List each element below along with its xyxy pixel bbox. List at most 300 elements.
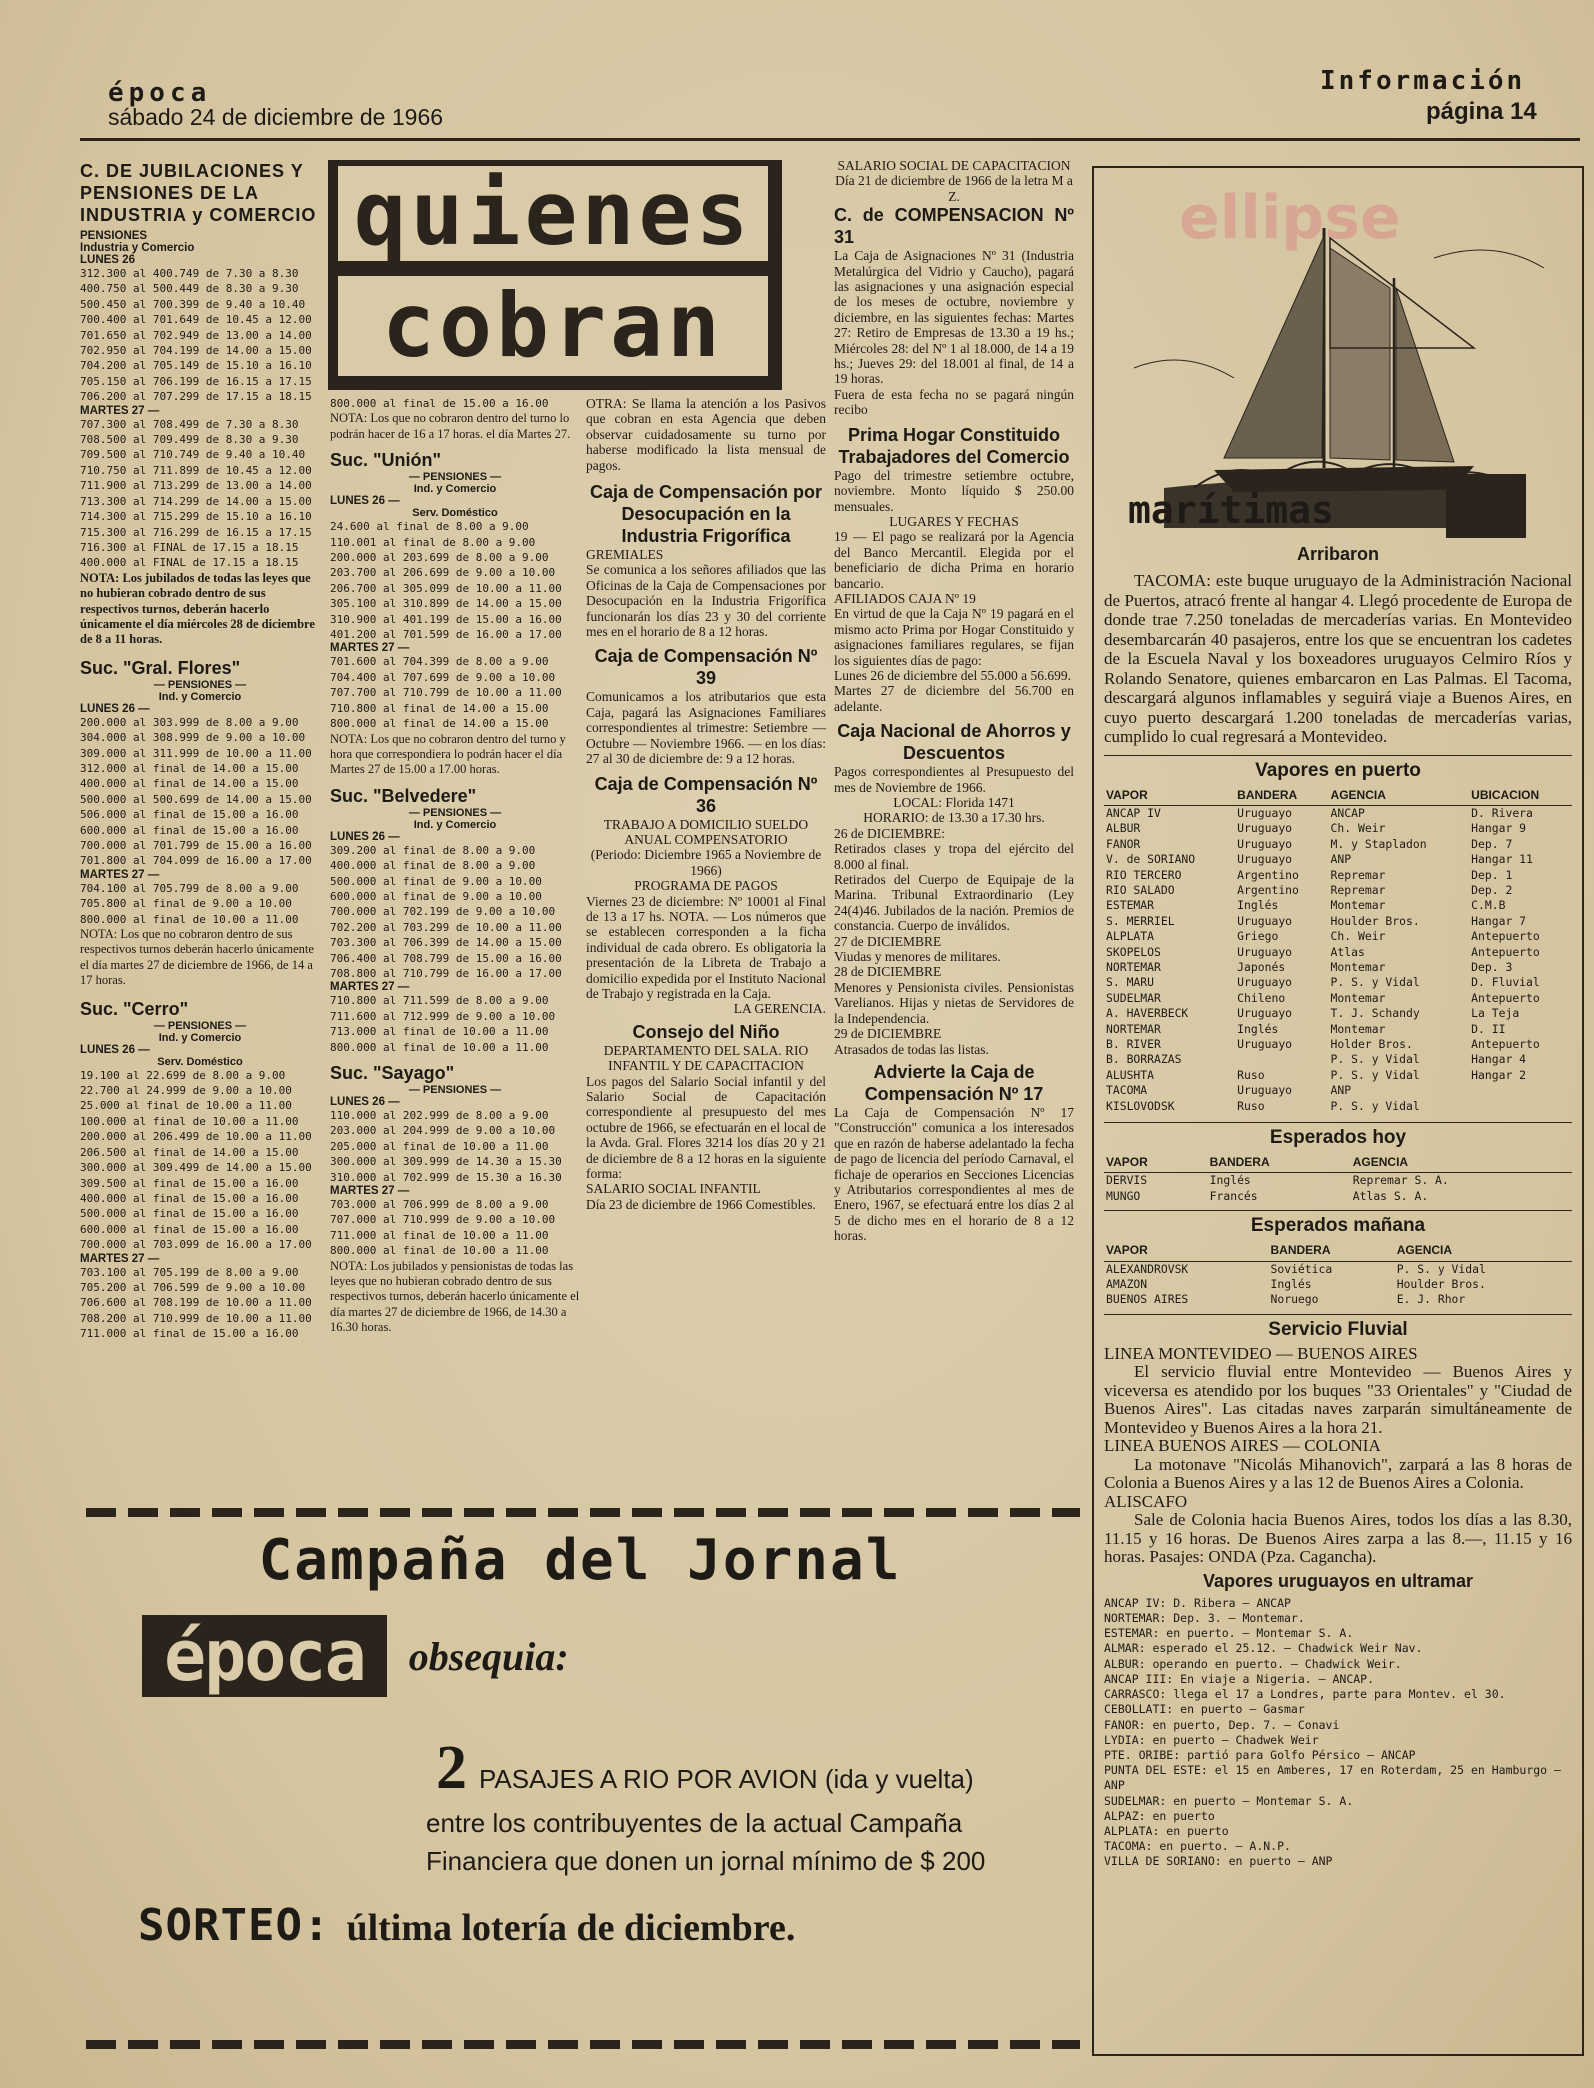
column-salario-compensacion [834,158,1074,1244]
table-cell: Houlder Bros. [1396,1277,1486,1292]
table-cell: Hangar 4 [1471,1052,1527,1067]
masthead-rule [80,138,1580,141]
schedule-row: 715.300 al 716.299 de 16.15 a 17.15 [80,525,312,539]
table-row [1104,1173,1572,1189]
article-paragraph: Martes 27 de diciembre del 56.700 en adelante. [834,683,1074,714]
article-paragraph: Viernes 23 de diciembre: Nº 10001 al Final de 13 a 17 hs. NOTA. — Los números que se establecen corresponden a la ficha individual de cada obrero. Es obligatoria la presentación de la Libreta de Trabajo a domicilio expedida por el Instituto Nacional de Trabajo y registrada en la Caja. [586,893,826,1001]
schedule-row: 704.200 al 705.149 de 15.10 a 16.10 [80,359,312,373]
schedule-row: 506.000 al final de 15.00 a 16.00 [80,808,299,822]
table-cell: P. S. y Vidal [1330,1067,1420,1082]
table-cell: Uruguayo [1237,836,1293,851]
schedule-row: 205.000 al final de 10.00 a 11.00 [330,1139,549,1153]
route-heading: LINEA MONTEVIDEO — BUENOS AIRES [1104,1343,1418,1363]
schedule-row: 706.600 al 708.199 de 10.00 a 11.00 [80,1296,312,1310]
jubilaciones-headline: C. DE JUBILACIONES Y PENSIONES DE LA INDUSTRIA y COMERCIO [80,161,317,225]
branch-heading: Suc. "Sayago" [330,1063,455,1083]
payment-schedule-list [330,1108,580,1185]
table-cell: B. BORRAZAS [1106,1052,1182,1067]
table-cell: Argentino [1237,882,1299,897]
schedule-row: ANCAP IV: D. Ribera — ANCAP [1104,1595,1291,1610]
table-cell: Hangar 7 [1471,913,1527,928]
table-row [1104,852,1572,867]
table-cell: C.M.B [1471,898,1506,913]
table-cell: ANP [1330,852,1352,867]
section-label: — PENSIONES — [153,1019,247,1032]
column-header: AGENCIA [1329,786,1470,806]
table-cell: Atlas [1330,944,1365,959]
schedule-row: 206.700 al 305.099 de 10.00 a 11.00 [330,581,562,595]
schedule-row: 200.000 al 303.999 de 8.00 a 9.00 [80,715,299,729]
table-cell: Antepuerto [1471,929,1540,944]
schedule-row: 305.100 al 310.899 de 14.00 a 15.00 [330,597,562,611]
schedule-row: 401.200 al 701.599 de 16.00 a 17.00 [330,628,562,642]
article-paragraph: 19 — El pago se realizará por la Agencia del Banco Mercantil. Elegida por el beneficiario de dicha Prima en horario bancario. [834,529,1074,591]
epoca-logo: época [142,1615,387,1697]
ultramar-heading: Vapores uruguayos en ultramar [1202,1570,1474,1591]
day-label: LUNES 26 — [330,495,400,508]
table-cell: BUENOS AIRES [1106,1292,1189,1307]
table-cell: Francés [1209,1188,1258,1203]
day-label: LUNES 26 — [330,1096,400,1108]
schedule-row: 600.000 al final de 15.00 a 16.00 [80,1222,299,1236]
payment-schedule-list [330,1197,580,1259]
table-cell: B. RIVER [1106,1037,1161,1051]
schedule-row: 309.200 al final de 8.00 a 9.00 [330,843,536,857]
table-cell: Griego [1237,929,1279,944]
day-label: MARTES 27 — [330,981,410,994]
schedule-row: 716.300 al FINAL de 17.15 a 18.15 [80,540,299,554]
payment-schedule-list [330,396,580,411]
schedule-row: 702.950 al 704.199 de 14.00 a 15.00 [80,344,312,358]
schedule-row: 713.000 al final de 10.00 a 11.00 [330,1025,549,1039]
table-row [1104,1052,1572,1067]
article-paragraph: Se comunica a los señores afiliados que las Oficinas de la Caja de Compensaciones por Desocupación en la Industria Frigorífica funcionarán los días 23 y 30 del corriente mes en el horario de 8 a 12 horas. [586,562,826,640]
schedule-row: 703.100 al 705.199 de 8.00 a 9.00 [80,1265,299,1279]
nota-paragraph: NOTA: Los jubilados y pensionistas de todas las leyes que no hubieran cobrado dentro de sus respectivos turnos, deberán hacerlo únicamente el día martes 27 de diciembre de 1966, de 14.30 a 16.30 horas. [330,1258,580,1335]
svg-text:ellipse: ellipse [1179,183,1401,253]
table-cell: S. MERRIEL [1106,913,1175,928]
day-label: MARTES 27 — [80,868,160,881]
schedule-row: CARRASCO: llega el 17 a Londres, parte para Montev. el 30. [1104,1687,1506,1702]
table-row [1104,1037,1572,1052]
masthead-page-number: página 14 [1426,98,1537,125]
esperados-manana-table [1104,1241,1572,1308]
schedule-row: 707.700 al 710.799 de 10.00 a 11.00 [330,686,562,700]
route-paragraph: Sale de Colonia hacia Buenos Aires, todos los días a las 8.30, 11.15 y 16 horas. De Buenos Aires zarpa a las 8.—, 11.15 y 16 horas. Pasajes: ONDA (Pza. Cagancha). [1104,1510,1572,1567]
branch-heading: Suc. "Cerro" [80,998,189,1019]
esperados-hoy-table [1104,1153,1572,1204]
article-paragraph: LOCAL: Florida 1471 [893,795,1015,810]
schedule-row: ANCAP III: En viaje a Nigeria. — ANCAP. [1104,1671,1375,1686]
table-cell: ESTEMAR [1106,898,1155,913]
nota-paragraph: NOTA: Los que no cobraron dentro del turno lo podrán hacer de 16 a 17 horas. el día Martes 27. [330,411,571,441]
schedule-row: 714.300 al 715.299 de 15.10 a 16.10 [80,510,312,524]
schedule-row: 708.200 al 710.999 de 10.00 a 11.00 [80,1311,312,1325]
branch-heading: Suc. "Belvedere" [330,785,477,806]
table-row [1104,1006,1572,1021]
esperados-hoy-heading: Esperados hoy [1104,1122,1572,1153]
schedule-row: 711.900 al 713.299 de 13.00 a 14.00 [80,479,312,493]
schedule-row: 705.800 al final de 9.00 a 10.00 [80,897,292,911]
table-cell: Chileno [1237,990,1286,1005]
article-paragraph: Atrasados de todas las listas. [834,1041,989,1057]
ad-obsequia: obsequia: [408,1633,569,1679]
schedule-row: ALMAR: esperado el 25.12. — Chadwick Weir Nav. [1104,1641,1423,1656]
section-label: — PENSIONES — [408,1084,502,1096]
article-paragraph: Los pagos del Salario Social infantil y del Salario Social de Capacitación correspondiente al presupuesto del mes octubre de 1966, se efectuarán en el local de la Avda. Gral. Flores 3214 los días 20 y 21 de diciembre de 8 a 12 horas en la siguiente forma: [586,1073,826,1182]
schedule-row: PUNTA DEL ESTE: el 15 en Amberes, 17 en Roterdam, 25 en Hamburgo — ANP [1104,1763,1561,1793]
table-row [1104,1261,1572,1277]
campana-ad [80,1528,1080,1951]
schedule-row: ALBUR: operando en puerto. — Chadwick Weir. [1104,1656,1402,1671]
day-label: MARTES 27 — [80,1252,160,1265]
table-row [1104,975,1572,990]
article-paragraph: Día 21 de diciembre de 1966 de la letra M a Z. [835,173,1073,204]
table-cell: Inglés [1270,1277,1312,1292]
schedule-row: 703.300 al 706.399 de 14.00 a 15.00 [330,936,562,950]
table-cell: Montemar [1330,990,1386,1005]
payment-schedule-list [330,654,580,731]
schedule-row: 707.300 al 708.499 de 7.30 a 8.30 [80,417,299,431]
table-cell: ANCAP [1330,805,1365,820]
section-label: — PENSIONES — [408,806,502,819]
article-subhead: DEPARTAMENTO DEL SALA. RIO INFANTIL Y DE CAPACITACION [603,1042,809,1074]
arribaron-paragraph: TACOMA: este buque uruguayo de la Administración Nacional de Puertos, atracó frente al hangar 4. Llegó procedente de Europa de donde trae 7.250 toneladas de mercaderías varias. En Montevideo desembarcarán 40 pasajeros, entre los que se encuentran los cadetes de la Escuela Naval y los boxeadores uruguayos Celmiro Ríos y Rolando Senatore, quienes embarcaron en Las Palmas. El Tacoma, descargará algunos inflamables y seguirá viaje a Buenos Aires, en cuyo puerto descargará 1.200 toneladas de mercaderías varias, cumplido lo cual regresará a Montevideo. [1104,571,1572,746]
schedule-row: 800.000 al final de 15.00 a 16.00 [330,397,549,410]
table-cell: Uruguayo [1237,1037,1293,1051]
article-subhead: TRABAJO A DOMICILIO SUELDO ANUAL COMPENSATORIO [603,816,809,847]
schedule-row: ALPAZ: en puerto [1104,1808,1215,1823]
article-paragraph: Fuera de esta fecha no se pagará ningún recibo [834,386,1074,418]
column-header: VAPOR [1104,786,1235,806]
table-cell: Argentino [1237,867,1299,882]
payment-schedule-list [80,1265,320,1342]
schedule-row: 22.700 al 24.999 de 9.00 a 10.00 [80,1084,292,1098]
black-block [1446,474,1526,538]
day-label: MARTES 27 — [80,404,160,417]
table-cell: ANCAP IV [1106,805,1161,820]
masthead-date: sábado 24 de diciembre de 1966 [108,104,444,130]
schedule-row: 25.000 al final de 10.00 a 11.00 [80,1099,292,1113]
schedule-row: 711.600 al 712.999 de 9.00 a 10.00 [330,1009,556,1023]
table-row [1104,883,1572,898]
column-header: BANDERA [1269,1241,1395,1261]
table-cell: NORTEMAR [1106,959,1161,974]
table-cell: SKOPELOS [1106,944,1161,959]
column-header: UBICACION [1469,786,1572,806]
ad-sorteo-label: SORTEO: [138,1900,331,1951]
schedule-row: 704.400 al 707.699 de 9.00 a 10.00 [330,670,556,684]
schedule-row: 206.500 al final de 14.00 a 15.00 [80,1145,299,1159]
article-subhead: PROGRAMA DE PAGOS [634,878,778,894]
article-paragraph: Día 23 de diciembre de 1966 Comestibles. [586,1196,816,1212]
article-heading: Prima Hogar Constituido Trabajadores del Comercio [838,424,1070,467]
article-heading: Advierte la Caja de Compensación Nº 17 [864,1061,1044,1104]
section-label: — PENSIONES — [153,678,247,691]
table-cell: Ruso [1237,1098,1265,1113]
schedule-row: 200.000 al 203.699 de 8.00 a 9.00 [330,551,549,565]
article-subhead: 27 de DICIEMBRE [834,933,942,949]
table-cell: RIO TERCERO [1106,867,1182,882]
payment-schedule-list [80,715,320,869]
article-heading: Caja de Compensación por Desocupación en la Industria Frigorífica [589,482,823,547]
table-cell: Ch. Weir [1330,929,1386,944]
table-row [1104,929,1572,944]
column-header: VAPOR [1104,1153,1208,1173]
schedule-row: 709.500 al 710.749 de 9.40 a 10.40 [80,448,306,462]
article-subhead: SALARIO SOCIAL INFANTIL [586,1181,761,1197]
table-cell: P. S. y Vidal [1396,1261,1486,1276]
ultramar-list [1104,1596,1572,1870]
table-cell [1469,1099,1572,1114]
schedule-row: 701.800 al 704.099 de 16.00 a 17.00 [80,854,312,868]
column-union-belvedere-sayago [330,396,580,1336]
table-row [1104,1083,1572,1098]
schedule-row: 708.800 al 710.799 de 16.00 a 17.00 [330,966,562,980]
banner-word-cobran: cobran [338,276,768,376]
table-cell: La Teja [1471,1006,1520,1021]
table-row [1104,1099,1572,1114]
schedule-row: ESTEMAR: en puerto. — Montemar S. A. [1104,1626,1354,1641]
schedule-row: 500.000 al final de 9.00 a 10.00 [330,874,542,888]
table-row [1104,805,1572,821]
table-cell: Uruguayo [1237,805,1293,820]
table-cell [1469,1083,1572,1098]
table-cell: FANOR [1106,836,1141,851]
servicio-fluvial-heading: Servicio Fluvial [1104,1314,1572,1345]
table-row [1104,1292,1572,1307]
table-cell: D. Fluvial [1471,975,1540,990]
table-cell: M. y Stapladon [1330,836,1427,851]
article-heading: C. de COMPENSACION Nº 31 [834,205,1074,248]
article-paragraph: La Caja de Compensación Nº 17 "Construcción" comunica a los interesados que en razón de haberse adelantado la fecha de pago de licencia del período Carnaval, el fichaje de operarios en Secciones Licencias y Atributarios correspondientes al mes de Enero, 1967, se efectuará entre los días 2 al 5 de dicho mes en el horario de 8 a 12 horas. [834,1104,1074,1244]
day-label: MARTES 27 — [330,1185,410,1198]
schedule-row: ALPLATA: en puerto [1104,1823,1229,1838]
article-paragraph: Viudas y menores de militares. [834,949,1001,965]
schedule-row: 800.000 al final de 10.00 a 11.00 [80,912,299,926]
table-row [1104,960,1572,975]
schedule-row: 300.000 al 309.999 de 14.30 a 15.30 [330,1155,562,1169]
section-label: Ind. y Comercio [413,483,497,496]
table-cell: Atlas S. A. [1352,1188,1429,1203]
schedule-row: 203.700 al 206.699 de 9.00 a 10.00 [330,566,556,580]
section-label: PENSIONES [80,230,148,242]
table-cell: Soviética [1270,1261,1333,1276]
payment-schedule-list [330,993,580,1055]
table-cell: ALPLATA [1106,929,1155,944]
schedule-row: 705.200 al 706.599 de 9.00 a 10.00 [80,1280,306,1294]
schedule-row: 700.000 al 702.199 de 9.00 a 10.00 [330,905,556,919]
schedule-row: VILLA DE SORIANO: en puerto — ANP [1104,1854,1333,1869]
article-subhead: SALARIO SOCIAL DE CAPACITACION [837,158,1071,173]
schedule-row: 309.000 al 311.999 de 10.00 a 11.00 [80,746,312,760]
schedule-row: 701.600 al 704.399 de 8.00 a 9.00 [330,655,549,669]
table-cell: D. Rivera [1471,805,1533,820]
table-header-row [1104,1153,1572,1173]
table-row [1104,914,1572,929]
table-cell [1235,1052,1328,1067]
esperados-manana-heading: Esperados mañana [1104,1210,1572,1241]
section-label: — PENSIONES — [408,471,502,484]
article-subhead: LUGARES Y FECHAS [889,513,1019,529]
maritimas-panel [1092,166,1584,2056]
payment-schedule-list [80,417,320,571]
schedule-row: 711.000 al final de 10.00 a 11.00 [330,1228,549,1242]
table-cell: RIO SALADO [1106,882,1175,897]
table-cell: Montemar [1330,959,1386,974]
table-cell: KISLOVODSK [1106,1098,1175,1113]
schedule-row: 706.400 al 708.799 de 15.00 a 16.00 [330,951,562,965]
vapores-puerto-heading: Vapores en puerto [1104,755,1572,786]
table-cell: Antepuerto [1471,944,1540,959]
table-cell: Hangar 9 [1471,821,1527,836]
schedule-row: LYDIA: en puerto — Chadwek Weir [1104,1732,1319,1747]
article-paragraph: En virtud de que la Caja Nº 19 pagará en el mismo acto Prima por Hogar Constituido y asignaciones familiares regulares, se fijan los siguientes días de pago: [834,606,1074,668]
schedule-row: 710.750 al 711.899 de 10.45 a 12.00 [80,463,312,477]
schedule-row: 702.200 al 703.299 de 10.00 a 11.00 [330,920,562,934]
signature-line: LA GERENCIA. [733,1001,826,1017]
schedule-row: 500.450 al 700.399 de 9.40 a 10.40 [80,297,306,311]
schedule-row: 200.000 al 206.499 de 10.00 a 11.00 [80,1130,312,1144]
table-cell: ALEXANDROVSK [1106,1261,1189,1276]
table-cell: P. S. y Vidal [1330,1052,1420,1067]
schedule-row: 711.000 al final de 15.00 a 16.00 [80,1327,299,1341]
schedule-row: 700.000 al 701.799 de 15.00 a 16.00 [80,839,312,852]
article-heading: Caja Nacional de Ahorros y Descuentos [837,721,1071,764]
schedule-row: 110.000 al 202.999 de 8.00 a 9.00 [330,1109,549,1122]
column-header: BANDERA [1208,1153,1351,1173]
article-paragraph: Retirados clases y tropa del ejército del 8.000 al final. [834,841,1074,872]
column-compensacion [586,396,826,1212]
table-cell: Japonés [1237,959,1286,974]
schedule-row: 710.800 al final de 14.00 a 15.00 [330,701,549,715]
table-cell: Uruguayo [1237,944,1293,959]
table-cell: P. S. y Vidal [1330,1098,1420,1113]
schedule-row: 703.000 al 706.999 de 8.00 a 9.00 [330,1198,549,1212]
schedule-row: 304.000 al 308.999 de 9.00 a 10.00 [80,731,306,745]
day-label: LUNES 26 — [80,702,150,715]
schedule-row: 312.300 al 400.749 de 7.30 a 8.30 [80,267,299,280]
ad-sorteo-text: última lotería de diciembre. [346,1907,796,1949]
schedule-row: 309.500 al final de 15.00 a 16.00 [80,1176,299,1190]
table-cell: D. II [1471,1021,1506,1036]
column-jubilaciones [80,160,320,1342]
branch-heading: Suc. "Gral. Flores" [80,657,241,678]
nota-paragraph: NOTA: Los jubilados de todas las leyes que no hubieran cobrado dentro de sus respectivos turnos, deberán hacerlo únicamente el día miércoles 28 de diciembre de 8 a 11 horas. [80,570,315,647]
table-cell: AMAZON [1106,1277,1148,1292]
table-cell: Inglés [1237,1021,1279,1036]
schedule-row: 300.000 al 309.499 de 14.00 a 15.00 [80,1161,312,1175]
dashed-divider [86,1508,1080,1517]
schedule-row: 700.000 al 703.099 de 16.00 a 17.00 [80,1238,312,1252]
day-label: LUNES 26 — [80,1043,150,1056]
table-row [1104,837,1572,852]
schedule-row: 110.001 al final de 8.00 a 9.00 [330,535,536,549]
article-subhead: (Periodo: Diciembre 1965 a Noviembre de 1966) [590,847,822,878]
schedule-row: 203.000 al 204.999 de 9.00 a 10.00 [330,1124,556,1138]
table-cell: Uruguayo [1237,1006,1293,1021]
table-cell: Repremar [1330,867,1386,882]
section-label: Ind. y Comercio [158,690,242,703]
schedule-row: 400.000 al final de 8.00 a 9.00 [330,859,536,873]
dashed-divider [86,2040,1080,2049]
schedule-row: SUDELMAR: en puerto — Montemar S. A. [1104,1793,1354,1808]
route-heading: LINEA BUENOS AIRES — COLONIA [1104,1436,1381,1456]
article-paragraph: HORARIO: de 13.30 a 17.30 hrs. [863,810,1045,826]
article-subhead: GREMIALES [586,547,664,563]
table-cell: Dep. 2 [1471,882,1513,897]
section-label: Ind. y Comercio [413,818,497,831]
table-cell: Ruso [1237,1067,1265,1082]
section-label: Industria y Comercio [80,242,195,254]
masthead-section: Información [1320,66,1526,96]
article-paragraph: La Caja de Asignaciones Nº 31 (Industria Metalúrgica del Vidrio y Caucho), pagará las asignaciones y una asignación especial de los meses de octubre, noviembre y diciembre, en las siguientes fechas: Martes 27: Retiro de Empresas de 13.30 a 19 hs.; Miércoles 28: del Nº 1 al 18.000, de 14 a 19 hs.; Jueves 29: del 18.001 al final, de 14 a 19 horas. [834,248,1074,387]
schedule-row: 400.000 al final de 15.00 a 16.00 [80,1191,299,1205]
route-paragraph: El servicio fluvial entre Montevideo — Buenos Aires y viceversa es atendido por los buques "33 Orientales" y "Ciudad de Buenos Aires". Las citadas naves zarparán simultáneamente de Montevideo y Buenos Aires a la hora 21. [1104,1362,1572,1437]
table-cell: Antepuerto [1471,1037,1540,1051]
table-cell: P. S. y Vidal [1330,975,1420,990]
table-row [1104,821,1572,836]
table-row [1104,898,1572,913]
table-row [1104,1189,1572,1204]
quienes-cobran-banner [328,160,782,390]
schedule-row: 500.000 al final de 15.00 a 16.00 [80,1207,299,1221]
schedule-row: 713.300 al 714.299 de 14.00 a 15.00 [80,494,312,508]
table-row [1104,1068,1572,1083]
schedule-row: 500.000 al 500.699 de 14.00 a 15.00 [80,792,312,806]
article-paragraph: Comunicamos a los atributarios que esta Caja, pagará las Asignaciones Familiares correspondientes al trimestre: Setiembre — Octubre — Noviembre 1966. — en los días: 27 al 30 de diciembre de: 9 a 12 horas. [586,689,826,767]
schedule-row: 310.000 al 702.999 de 15.30 a 16.30 [330,1170,562,1184]
vapores-puerto-table [1104,786,1572,1115]
table-cell: Repremar S. A. [1352,1173,1449,1188]
table-cell: ANP [1330,1083,1352,1098]
table-cell: Antepuerto [1471,990,1540,1005]
schedule-row: 708.500 al 709.499 de 8.30 a 9.30 [80,433,299,447]
table-row [1104,991,1572,1006]
section-label: Ind. y Comercio [158,1031,242,1044]
table-cell: Uruguayo [1237,852,1293,867]
table-cell: Uruguayo [1237,1083,1293,1098]
table-cell: T. J. Schandy [1330,1006,1420,1021]
schedule-row: NORTEMAR: Dep. 3. — Montemar. [1104,1611,1305,1626]
table-cell: Hangar 2 [1471,1067,1527,1082]
schedule-row: 400.750 al 500.449 de 8.30 a 9.30 [80,282,299,296]
schedule-row: 800.000 al final de 10.00 a 11.00 [330,1040,549,1054]
table-cell: TACOMA [1106,1083,1148,1098]
column-header: BANDERA [1235,786,1328,806]
ad-text-line: Financiera que donen un jornal mínimo de $ 200 [426,1846,986,1876]
section-label: Serv. Doméstico [157,1055,243,1068]
payment-schedule-list [80,266,320,405]
schedule-row: CEBOLLATI: en puerto — Gasmar [1104,1702,1305,1717]
schedule-row: 701.650 al 702.949 de 13.00 a 14.00 [80,328,312,342]
schedule-row: 24.600 al final de 8.00 a 9.00 [330,520,529,534]
table-cell: Montemar [1330,898,1386,913]
table-row [1104,868,1572,883]
table-cell: DERVIS [1106,1173,1148,1188]
ad-headline: Campaña del Jornal [258,1528,902,1593]
schedule-row: 600.000 al final de 9.00 a 10.00 [330,889,542,903]
article-heading: Consejo del Niño [632,1021,780,1042]
table-cell: Noruego [1270,1292,1319,1307]
table-cell: S. MARU [1106,975,1155,990]
article-paragraph: Menores y Pensionista civiles. Pensionistas Varelianos. Hijas y nietas de Servidores de la Independencia. [834,979,1074,1026]
article-heading: Caja de Compensación Nº 39 [594,646,818,689]
column-header: VAPOR [1104,1241,1269,1261]
schedule-row: 100.000 al final de 10.00 a 11.00 [80,1114,299,1128]
section-label: Serv. Doméstico [412,507,498,520]
servicio-fluvial-text [1104,1345,1572,1567]
